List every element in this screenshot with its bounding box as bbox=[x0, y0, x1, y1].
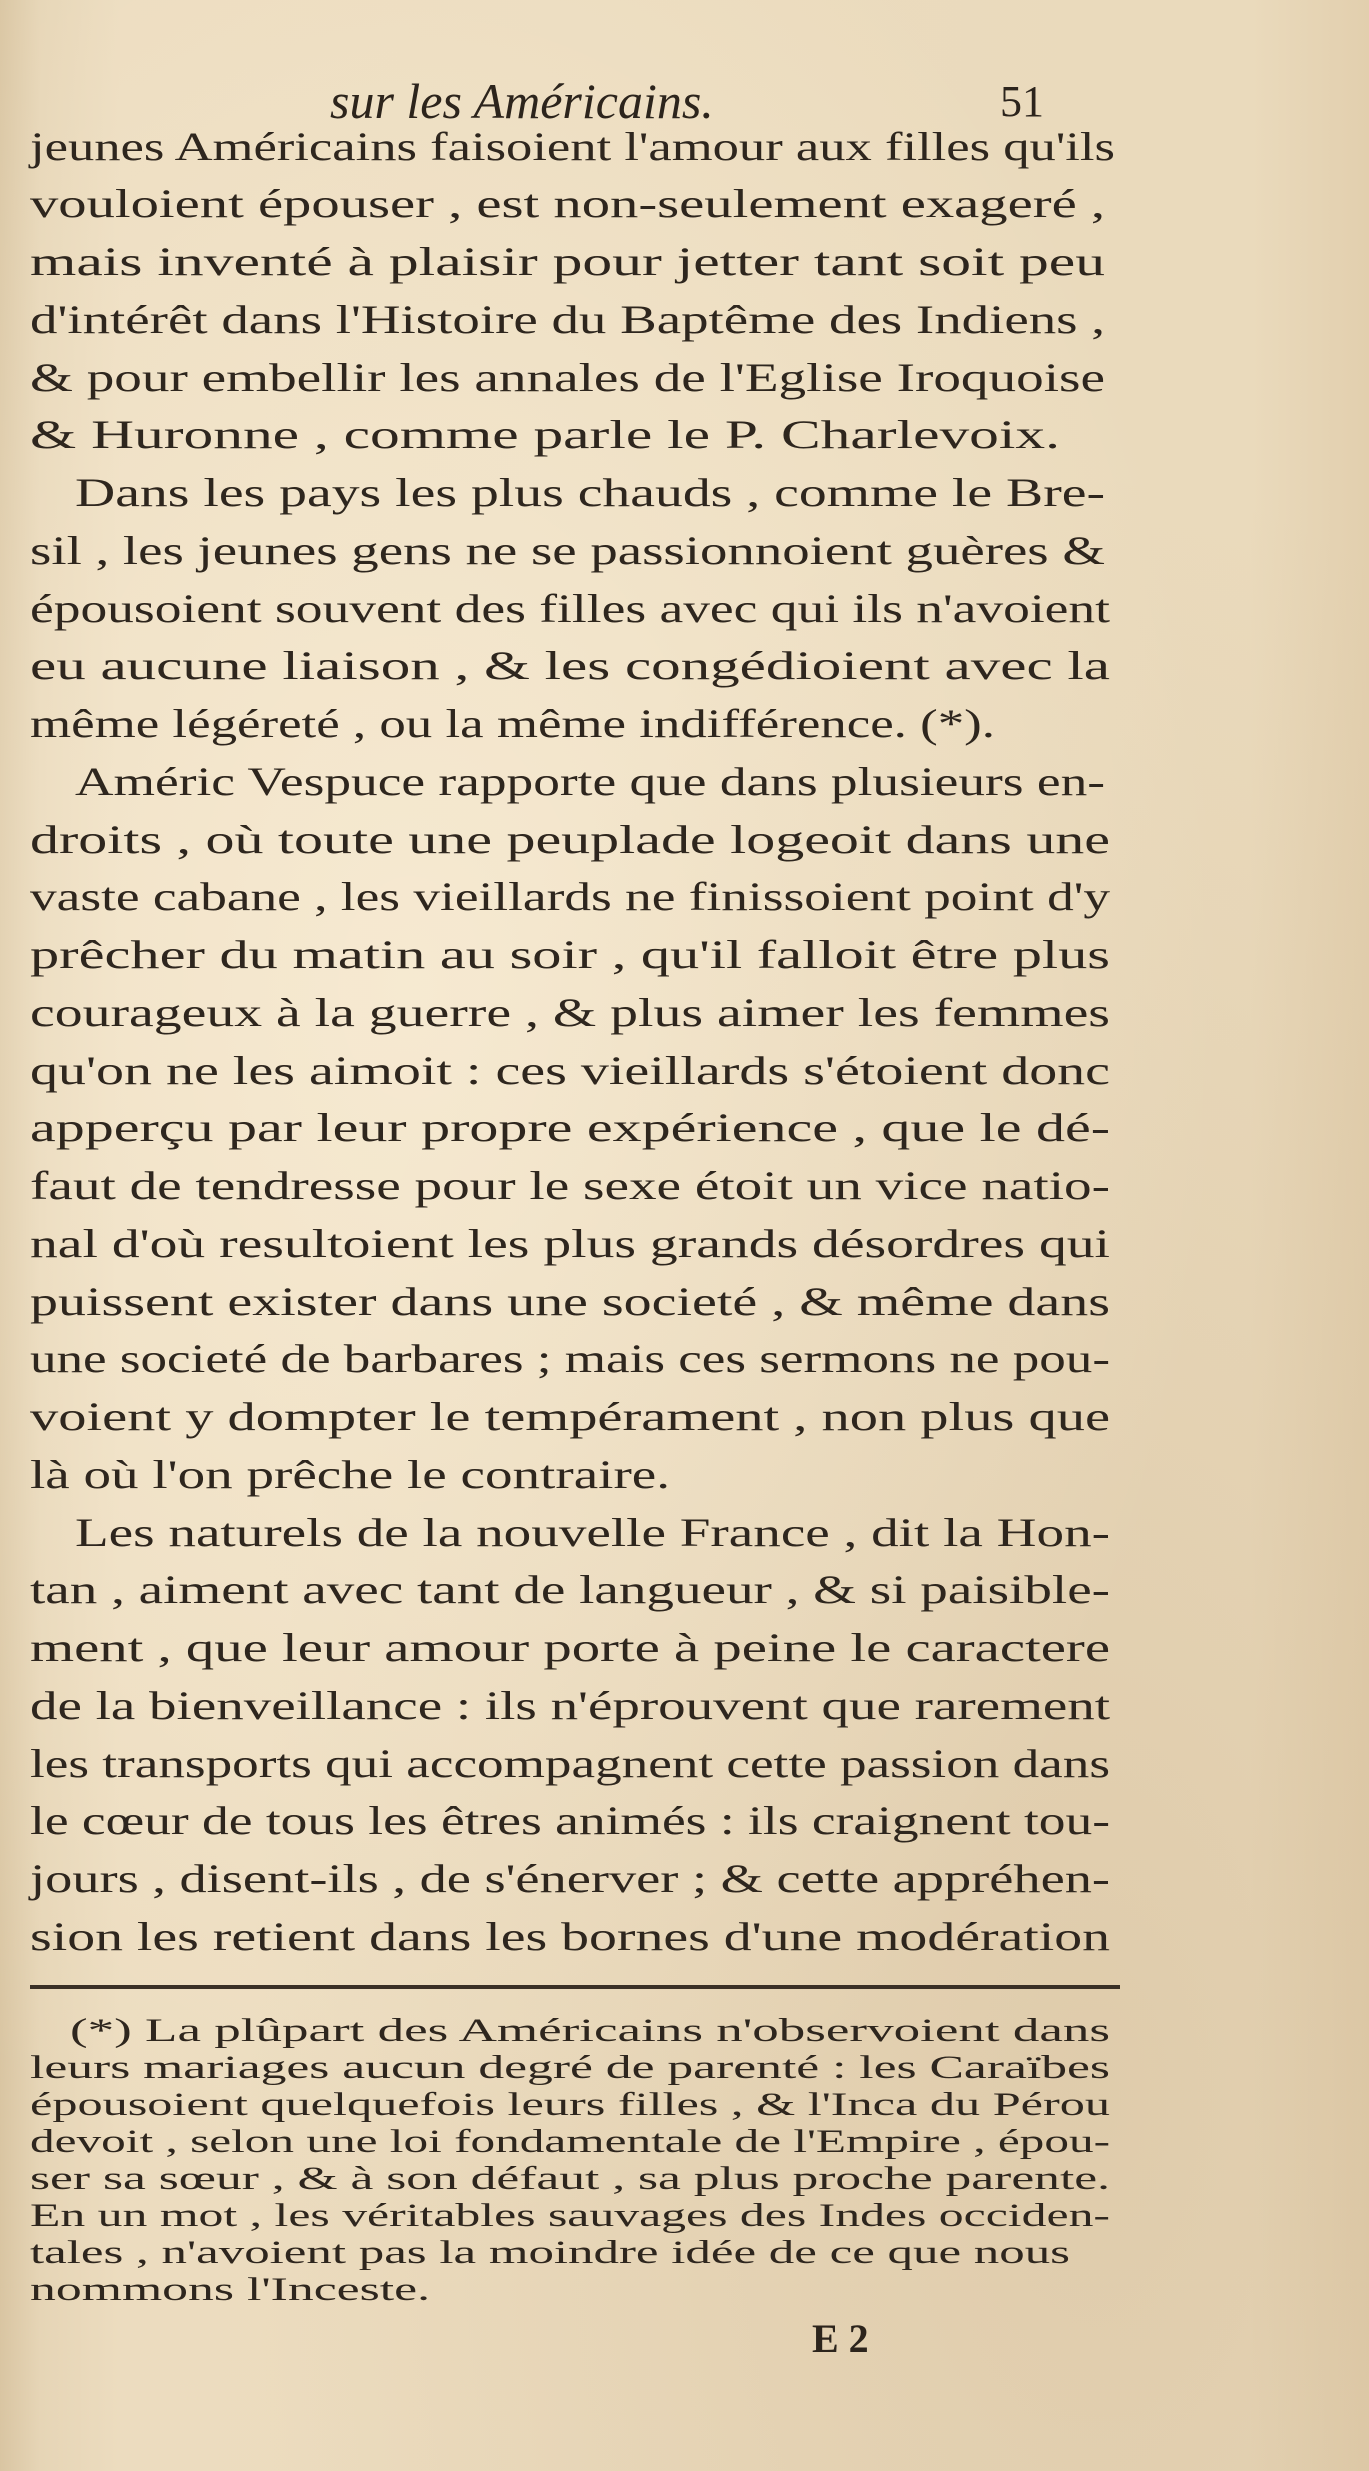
text-line: tan , aiment avec tant de langueur , & si paisible- bbox=[30, 1567, 1110, 1612]
footnote-line: tales , n'avoient pas la moindre idée de ce que nous bbox=[30, 2235, 1070, 2271]
text-line: là où l'on prêche le contraire. bbox=[30, 1452, 670, 1497]
text-line: puissent exister dans une societé , & même dans bbox=[30, 1279, 1110, 1324]
text-line: les transports qui accompagnent cette passion dans bbox=[30, 1741, 1110, 1786]
text-line: même légéreté , ou la même indifférence. (*). bbox=[30, 701, 996, 746]
text-line: & pour embellir les annales de l'Eglise Iroquoise bbox=[30, 355, 1105, 400]
footnote-line: épousoient quelquefois leurs filles , & l'Inca du Pérou bbox=[30, 2087, 1110, 2123]
footnote-line: En un mot , les véritables sauvages des Indes occiden- bbox=[30, 2198, 1110, 2234]
running-title: sur les Américains. bbox=[330, 73, 714, 129]
text-line: courageux à la guerre , & plus aimer les femmes bbox=[30, 990, 1110, 1035]
text-line: une societé de barbares ; mais ces sermons ne pou- bbox=[30, 1336, 1110, 1381]
text-line: sion les retient dans les bornes d'une modération bbox=[30, 1914, 1110, 1959]
text-line: qu'on ne les aimoit : ces vieillards s'étoient donc bbox=[30, 1048, 1110, 1093]
footnote-line: nommons l'Inceste. bbox=[30, 2272, 430, 2308]
text-line: nal d'où resultoient les plus grands désordres qui bbox=[30, 1221, 1110, 1266]
text-line: jeunes Américains faisoient l'amour aux filles qu'ils bbox=[30, 124, 1115, 169]
text-line: ment , que leur amour porte à peine le caractere bbox=[30, 1625, 1110, 1670]
text-line: faut de tendresse pour le sexe étoit un vice natio- bbox=[30, 1163, 1110, 1208]
text-line: droits , où toute une peuplade logeoit dans une bbox=[30, 817, 1110, 862]
footnote-divider bbox=[30, 1985, 1120, 1989]
text-line: Améric Vespuce rapporte que dans plusieurs en- bbox=[75, 759, 1105, 804]
footnote-line: ser sa sœur , & à son défaut , sa plus proche parente. bbox=[30, 2161, 1110, 2197]
text-line: apperçu par leur propre expérience , que le dé- bbox=[30, 1105, 1110, 1150]
text-line: sil , les jeunes gens ne se passionnoient guères & bbox=[30, 528, 1105, 573]
text-line: de la bienveillance : ils n'éprouvent que rarement bbox=[30, 1683, 1110, 1728]
text-line: Dans les pays les plus chauds , comme le Bre- bbox=[75, 470, 1105, 515]
page-number: 51 bbox=[1000, 77, 1044, 126]
text-line: prêcher du matin au soir , qu'il falloit être plus bbox=[30, 932, 1110, 977]
text-line: eu aucune liaison , & les congédioient avec la bbox=[30, 643, 1110, 688]
text-line: & Huronne , comme parle le P. Charlevoix. bbox=[30, 412, 1060, 457]
footnote-line: (*) La plûpart des Américains n'observoient dans bbox=[70, 2013, 1110, 2049]
text-line: Les naturels de la nouvelle France , dit la Hon- bbox=[75, 1510, 1110, 1555]
text-line: mais inventé à plaisir pour jetter tant soit peu bbox=[30, 239, 1105, 284]
text-line: vaste cabane , les vieillards ne finissoient point d'y bbox=[30, 874, 1110, 919]
text-line: vouloient épouser , est non-seulement exageré , bbox=[30, 181, 1105, 226]
text-line: épousoient souvent des filles avec qui ils n'avoient bbox=[30, 586, 1110, 631]
footnote-line: leurs mariages aucun degré de parenté : les Caraïbes bbox=[30, 2050, 1110, 2086]
text-line: voient y dompter le tempérament , non plus que bbox=[30, 1394, 1110, 1439]
text-line: d'intérêt dans l'Histoire du Baptême des Indiens , bbox=[30, 297, 1105, 342]
text-line: jours , disent-ils , de s'énerver ; & cette appréhen- bbox=[30, 1856, 1110, 1901]
signature-mark: E 2 bbox=[812, 2316, 869, 2361]
text-line: le cœur de tous les êtres animés : ils craignent tou- bbox=[30, 1798, 1110, 1843]
footnote-line: devoit , selon une loi fondamentale de l'Empire , épou- bbox=[30, 2124, 1110, 2160]
